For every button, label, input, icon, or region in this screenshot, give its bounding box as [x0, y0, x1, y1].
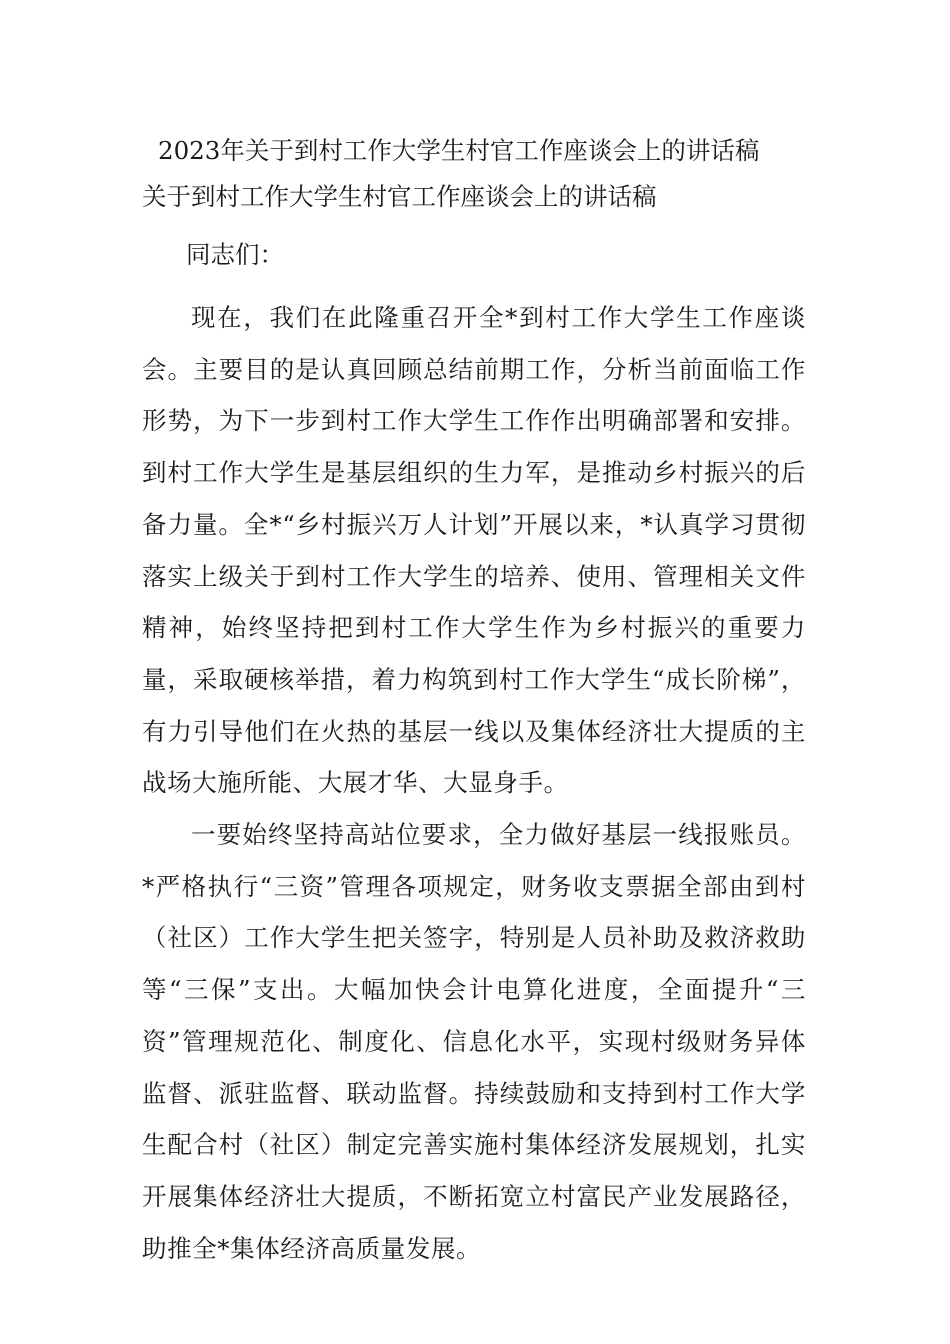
paragraph-opening: 现在，我们在此隆重召开全*到村工作大学生工作座谈会。主要目的是认真回顾总结前期工作，分析当前面临工作形势，为下一步到村工作大学生工作作出明确部署和安排。到村工作大学生是基层组织的生力军，是推动乡村振兴的后备力量。全*“乡村振兴万人计划”开展以来，*认真学习贯彻落实上级关于到村工作大学生的培养、使用、管理相关文件精神，始终坚持把到村工作大学生作为乡村振兴的重要力量，采取硬核举措，着力构筑到村工作大学生“成长阶梯”，有力引导他们在火热的基层一线以及集体经济壮大提质的主战场大施所能、大展才华、大显身手。	[142, 303, 806, 798]
document-title: 2023年关于到村工作大学生村官工作座谈会上的讲话稿	[158, 136, 760, 165]
document-body	[142, 128, 806, 1274]
document-subtitle: 关于到村工作大学生村官工作座谈会上的讲话稿	[142, 182, 657, 211]
paragraph-point-one: 一要始终坚持高站位要求，全力做好基层一线报账员。*严格执行“三资”管理各项规定，财务收支票据全部由到村（社区）工作大学生把关签字，特别是人员补助及救济救助等“三保”支出。大幅加快会计电算化进度，全面提升“三资”管理规范化、制度化、信息化水平，实现村级财务异体监督、派驻监督、联动监督。持续鼓励和支持到村工作大学生配合村（社区）制定完善实施村集体经济发展规划，扎实开展集体经济壮大提质，不断拓宽立村富民产业发展路径，助推全*集体经济高质量发展。	[142, 820, 806, 1263]
greeting: 同志们：	[186, 240, 284, 269]
